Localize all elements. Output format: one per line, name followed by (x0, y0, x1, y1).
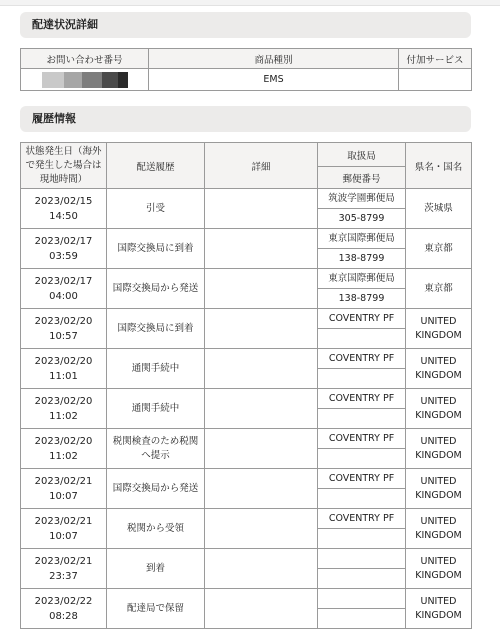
history-date: 2023/02/17 (34, 275, 93, 287)
history-status: 税関検査のため税関へ提示 (107, 429, 205, 469)
history-office (318, 549, 406, 569)
history-postal (318, 329, 406, 349)
history-detail (205, 429, 318, 469)
history-time: 10:07 (49, 490, 78, 502)
history-region: UNITED KINGDOM (406, 389, 472, 429)
history-postal (318, 409, 406, 429)
history-postal (318, 609, 406, 629)
history-row (21, 269, 472, 289)
history-office: COVENTRY PF (318, 509, 406, 529)
delivery-status-header-row (21, 49, 472, 69)
history-status: 国際交換局に到着 (107, 229, 205, 269)
history-region: UNITED KINGDOM (406, 509, 472, 549)
history-row (21, 189, 472, 209)
history-date: 2023/02/15 (34, 195, 93, 207)
history-status: 通関手続中 (107, 349, 205, 389)
history-region: UNITED KINGDOM (406, 589, 472, 629)
history-time: 14:50 (49, 210, 78, 222)
column-tracking-number: お問い合わせ番号 (21, 49, 149, 69)
history-detail (205, 349, 318, 389)
history-time: 11:01 (49, 370, 78, 382)
history-detail (205, 229, 318, 269)
history-status: 引受 (107, 189, 205, 229)
history-row (21, 349, 472, 369)
column-postal: 郵便番号 (318, 167, 406, 189)
history-time: 11:02 (49, 450, 78, 462)
history-row (21, 589, 472, 609)
column-detail: 詳細 (205, 143, 318, 189)
history-row (21, 549, 472, 569)
history-office: COVENTRY PF (318, 349, 406, 369)
history-status: 国際交換局に到着 (107, 309, 205, 349)
history-status: 通関手続中 (107, 389, 205, 429)
history-date-cell (21, 349, 107, 389)
history-row (21, 229, 472, 249)
history-header: 履歴情報 (20, 106, 471, 132)
history-date: 2023/02/20 (34, 395, 93, 407)
history-row (21, 389, 472, 409)
history-region: UNITED KINGDOM (406, 469, 472, 509)
history-row (21, 309, 472, 329)
top-bar (0, 0, 500, 6)
history-postal (318, 489, 406, 509)
redacted-tracking-number (42, 72, 128, 88)
history-date-cell (21, 389, 107, 429)
history-detail (205, 549, 318, 589)
history-row (21, 509, 472, 529)
history-row (21, 429, 472, 449)
history-date: 2023/02/21 (34, 555, 93, 567)
history-region: 東京都 (406, 229, 472, 269)
history-detail (205, 589, 318, 629)
history-date-cell (21, 269, 107, 309)
delivery-status-row (21, 69, 472, 91)
history-time: 23:37 (49, 570, 78, 582)
history-date: 2023/02/20 (34, 355, 93, 367)
history-date: 2023/02/21 (34, 515, 93, 527)
history-status: 税関から受領 (107, 509, 205, 549)
history-detail (205, 269, 318, 309)
history-region: UNITED KINGDOM (406, 349, 472, 389)
column-product-type: 商品種別 (149, 49, 399, 69)
history-date: 2023/02/21 (34, 475, 93, 487)
product-type-cell: EMS (149, 69, 399, 91)
history-body (21, 189, 472, 629)
history-postal (318, 569, 406, 589)
history-date: 2023/02/17 (34, 235, 93, 247)
history-date-cell (21, 309, 107, 349)
history-date-cell (21, 189, 107, 229)
history-date-cell (21, 429, 107, 469)
history-date-cell (21, 549, 107, 589)
delivery-status-header: 配達状況詳細 (20, 12, 471, 38)
history-office (318, 589, 406, 609)
history-postal (318, 529, 406, 549)
history-region: UNITED KINGDOM (406, 429, 472, 469)
history-office: COVENTRY PF (318, 389, 406, 409)
history-date: 2023/02/20 (34, 435, 93, 447)
history-status: 国際交換局から発送 (107, 269, 205, 309)
history-detail (205, 389, 318, 429)
history-region: 茨城県 (406, 189, 472, 229)
tracking-number-cell (21, 69, 149, 91)
history-time: 11:02 (49, 410, 78, 422)
column-status: 配送履歴 (107, 143, 205, 189)
history-office: 東京国際郵便局 (318, 269, 406, 289)
history-postal (318, 369, 406, 389)
history-header-row (21, 143, 472, 167)
history-time: 03:59 (49, 250, 78, 262)
column-date: 状態発生日（海外で発生した場合は現地時間） (21, 143, 107, 189)
history-row (21, 469, 472, 489)
history-status: 到着 (107, 549, 205, 589)
history-time: 10:57 (49, 330, 78, 342)
history-date-cell (21, 589, 107, 629)
history-region: UNITED KINGDOM (406, 309, 472, 349)
history-time: 08:28 (49, 610, 78, 622)
history-postal: 138-8799 (318, 249, 406, 269)
additional-service-cell (399, 69, 472, 91)
history-postal: 138-8799 (318, 289, 406, 309)
delivery-status-table (20, 48, 472, 91)
column-office: 取扱局 (318, 143, 406, 167)
history-date-cell (21, 229, 107, 269)
history-region: UNITED KINGDOM (406, 549, 472, 589)
history-office: 東京国際郵便局 (318, 229, 406, 249)
history-table (20, 142, 472, 629)
history-detail (205, 509, 318, 549)
history-office: COVENTRY PF (318, 309, 406, 329)
history-detail (205, 469, 318, 509)
history-status: 国際交換局から発送 (107, 469, 205, 509)
history-region: 東京都 (406, 269, 472, 309)
column-additional-service: 付加サービス (399, 49, 472, 69)
history-date-cell (21, 509, 107, 549)
history-postal (318, 449, 406, 469)
history-time: 04:00 (49, 290, 78, 302)
history-postal: 305-8799 (318, 209, 406, 229)
column-region: 県名・国名 (406, 143, 472, 189)
history-status: 配達局で保留 (107, 589, 205, 629)
history-detail (205, 189, 318, 229)
history-date-cell (21, 469, 107, 509)
history-time: 10:07 (49, 530, 78, 542)
history-office: COVENTRY PF (318, 429, 406, 449)
history-office: 筑波学園郵便局 (318, 189, 406, 209)
history-date: 2023/02/22 (34, 595, 93, 607)
history-detail (205, 309, 318, 349)
history-date: 2023/02/20 (34, 315, 93, 327)
history-office: COVENTRY PF (318, 469, 406, 489)
